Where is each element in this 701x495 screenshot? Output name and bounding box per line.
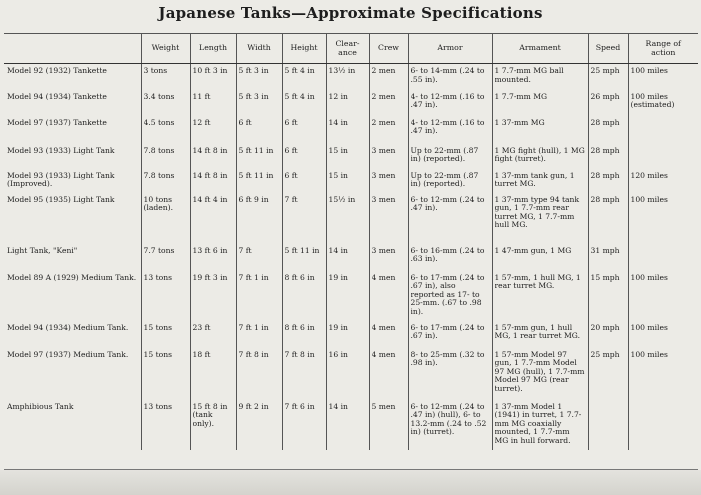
cell-text-height: 7 ft 6 in [284,402,315,411]
cell-height [282,144,326,169]
cell-text-range: 100 miles [630,67,668,75]
cell-text-width: 7 ft 1 in [238,323,269,332]
cell-armor [408,244,492,271]
column-header-10: Range of action [628,34,698,64]
cell-text-width: 6 ft 9 in [238,195,269,204]
cell-speed [588,271,628,321]
cell-clearance [326,271,369,321]
cell-text-armor: 4- to 12-mm (.16 to .47 in). [410,118,485,136]
cell-crew [369,144,408,169]
cell-text-weight: 7.8 tons [143,146,175,155]
cell-text-height: 8 ft 6 in [284,323,315,332]
cell-width [236,64,282,90]
cell-armor [408,348,492,400]
cell-speed [588,116,628,144]
cell-crew [369,116,408,144]
cell-text-armor: 8- to 25-mm (.32 to .98 in). [410,350,485,368]
cell-text-clearance: 15½ in [328,195,356,204]
cell-armor [408,271,492,321]
cell-text-model: Model 94 (1934) Medium Tank. [7,323,129,332]
cell-text-height: 6 ft [284,118,298,127]
cell-text-length: 14 ft 8 in [192,171,228,180]
cell-text-speed: 31 mph [590,246,620,255]
cell-text-clearance: 16 in [328,350,348,359]
cell-speed [588,169,628,193]
cell-height [282,64,326,90]
table-row [4,90,698,116]
cell-height [282,400,326,450]
cell-clearance [326,64,369,90]
column-header-6: Crew [369,34,408,64]
cell-range [628,400,698,450]
cell-range [628,244,698,271]
table-row [4,400,698,450]
cell-length [190,64,236,90]
cell-armament [492,116,588,144]
cell-text-armament: 1 37-mm MG [494,118,545,127]
cell-text-clearance: 12 in [328,92,348,101]
table-row [4,348,698,400]
cell-text-width: 7 ft 8 in [238,350,269,359]
cell-model [4,244,141,271]
cell-weight [141,271,190,321]
cell-crew [369,400,408,450]
cell-text-model: Model 93 (1933) Light Tank (Improved). [7,171,115,189]
cell-height [282,116,326,144]
cell-model [4,321,141,348]
column-header-8: Armament [492,34,588,64]
cell-text-model: Light Tank, "Keni" [7,246,78,255]
cell-length [190,169,236,193]
cell-armament [492,193,588,244]
cell-text-crew: 3 men [371,171,396,180]
cell-text-range: 100 miles [630,273,668,282]
cell-text-width: 6 ft [238,118,252,127]
cell-weight [141,64,190,90]
cell-text-weight: 15 tons [143,323,172,332]
cell-crew [369,271,408,321]
cell-clearance [326,116,369,144]
cell-text-armor: 6- to 17-mm (.24 to .67 in), also reported as 17- to 25-mm. (.67 to .98 in). [410,273,485,316]
cell-model [4,144,141,169]
cell-range [628,169,698,193]
cell-clearance [326,90,369,116]
cell-clearance [326,400,369,450]
cell-crew [369,244,408,271]
cell-width [236,169,282,193]
cell-text-model: Model 97 (1937) Tankette [7,118,107,127]
cell-clearance [326,244,369,271]
cell-armament [492,400,588,450]
cell-weight [141,348,190,400]
cell-model [4,400,141,450]
cell-text-length: 15 ft 8 in (tank only). [192,402,228,428]
cell-text-armor: 6- to 12-mm (.24 to .47 in). [410,195,485,213]
cell-text-length: 19 ft 3 in [192,273,228,282]
cell-range [628,348,698,400]
cell-text-armor: 6- to 14-mm (.24 to .55 in). [410,67,485,84]
cell-armor [408,90,492,116]
cell-range [628,116,698,144]
cell-text-crew: 4 men [371,350,396,359]
cell-speed [588,321,628,348]
column-header-5: Clear- ance [326,34,369,64]
cell-clearance [326,348,369,400]
cell-text-clearance: 14 in [328,246,348,255]
cell-text-width: 5 ft 11 in [238,171,274,180]
cell-height [282,348,326,400]
cell-text-height: 7 ft [284,195,298,204]
cell-range [628,64,698,90]
column-header-2: Length [190,34,236,64]
table-row [4,116,698,144]
cell-text-crew: 2 men [371,118,396,127]
cell-clearance [326,321,369,348]
cell-text-armament: 1 MG fight (hull), 1 MG fight (turret). [494,146,585,164]
cell-text-clearance: 14 in [328,402,348,411]
cell-model [4,193,141,244]
cell-text-armament: 1 7.7-mm MG ball mounted. [494,67,564,84]
cell-text-model: Model 95 (1935) Light Tank [7,195,115,204]
cell-text-clearance: 15 in [328,171,348,180]
cell-armament [492,271,588,321]
cell-text-weight: 13 tons [143,402,172,411]
cell-speed [588,193,628,244]
cell-speed [588,64,628,90]
cell-text-height: 5 ft 4 in [284,92,315,101]
cell-text-length: 23 ft [192,323,211,332]
cell-crew [369,193,408,244]
cell-model [4,64,141,90]
cell-text-range: 100 miles [630,350,668,359]
cell-text-crew: 5 men [371,402,396,411]
cell-text-armament: 1 57-mm gun, 1 hull MG, 1 rear turret MG. [494,323,580,341]
cell-text-clearance: 14 in [328,118,348,127]
cell-text-length: 14 ft 8 in [192,146,228,155]
cell-armament [492,90,588,116]
cell-text-height: 5 ft 4 in [284,67,315,75]
cell-weight [141,169,190,193]
cell-text-width: 9 ft 2 in [238,402,269,411]
cell-text-width: 7 ft [238,246,252,255]
cell-length [190,90,236,116]
cell-text-model: Model 94 (1934) Tankette [7,92,107,101]
cell-crew [369,321,408,348]
cell-height [282,271,326,321]
cell-text-length: 10 ft 3 in [192,67,228,75]
cell-width [236,116,282,144]
cell-model [4,348,141,400]
cell-text-armament: 1 57-mm, 1 hull MG, 1 rear turret MG. [494,273,581,291]
column-header-9: Speed [588,34,628,64]
table-row [4,64,698,90]
cell-text-weight: 3.4 tons [143,92,175,101]
cell-armament [492,144,588,169]
cell-armor [408,116,492,144]
cell-text-speed: 25 mph [590,67,620,75]
table-row [4,169,698,193]
cell-weight [141,90,190,116]
cell-armament [492,169,588,193]
cell-text-width: 7 ft 1 in [238,273,269,282]
cell-text-crew: 3 men [371,246,396,255]
page-edge [0,470,701,495]
cell-range [628,321,698,348]
cell-text-speed: 28 mph [590,118,620,127]
cell-length [190,144,236,169]
table-row [4,244,698,271]
cell-text-armament: 1 37-mm tank gun, 1 turret MG. [494,171,575,189]
cell-text-weight: 7.8 tons [143,171,175,180]
cell-width [236,271,282,321]
cell-range [628,193,698,244]
cell-text-range: 120 miles [630,171,668,180]
cell-weight [141,116,190,144]
cell-text-weight: 3 tons [143,67,168,75]
cell-crew [369,64,408,90]
cell-text-length: 11 ft [192,92,211,101]
cell-text-speed: 28 mph [590,195,620,204]
cell-height [282,244,326,271]
column-header-1: Weight [141,34,190,64]
cell-length [190,116,236,144]
cell-speed [588,400,628,450]
cell-weight [141,144,190,169]
cell-text-clearance: 19 in [328,273,348,282]
cell-text-armament: 1 57-mm Model 97 gun, 1 7.7-mm Model 97 MG (hull), 1 7.7-mm Model 97 MG (rear turret). [494,350,585,393]
cell-text-clearance: 15 in [328,146,348,155]
cell-text-weight: 10 tons (laden). [143,195,174,213]
cell-text-clearance: 13½ in [328,67,356,75]
cell-armor [408,169,492,193]
cell-text-crew: 4 men [371,323,396,332]
cell-width [236,144,282,169]
table-row [4,193,698,244]
cell-text-height: 6 ft [284,146,298,155]
column-header-4: Height [282,34,326,64]
cell-text-width: 5 ft 3 in [238,92,269,101]
cell-text-crew: 3 men [371,195,396,204]
cell-weight [141,193,190,244]
cell-model [4,169,141,193]
cell-text-armament: 1 7.7-mm MG [494,92,548,101]
cell-length [190,321,236,348]
cell-range [628,144,698,169]
cell-width [236,193,282,244]
cell-text-model: Model 92 (1932) Tankette [7,67,107,75]
cell-length [190,244,236,271]
cell-text-armament: 1 37-mm Model 1 (1941) in turret, 1 7.7-mm MG coaxially mounted, 1 7.7-mm MG in hull forward. [494,402,582,445]
cell-text-speed: 28 mph [590,171,620,180]
cell-text-crew: 2 men [371,92,396,101]
cell-armor [408,321,492,348]
cell-clearance [326,144,369,169]
cell-text-clearance: 19 in [328,323,348,332]
cell-armament [492,64,588,90]
cell-speed [588,244,628,271]
cell-text-armament: 1 47-mm gun, 1 MG [494,246,572,255]
cell-text-range: 100 miles (estimated) [630,92,675,110]
cell-text-armor: 4- to 12-mm (.16 to .47 in). [410,92,485,110]
cell-model [4,116,141,144]
cell-range [628,271,698,321]
cell-height [282,169,326,193]
cell-clearance [326,193,369,244]
cell-text-speed: 15 mph [590,273,620,282]
cell-width [236,90,282,116]
cell-text-width: 5 ft 11 in [238,146,274,155]
cell-text-model: Model 89 A (1929) Medium Tank. [7,273,137,282]
cell-text-weight: 15 tons [143,350,172,359]
cell-text-height: 8 ft 6 in [284,273,315,282]
cell-text-range: 100 miles [630,195,668,204]
cell-armor [408,144,492,169]
cell-width [236,400,282,450]
cell-text-speed: 26 mph [590,92,620,101]
cell-text-length: 14 ft 4 in [192,195,228,204]
table-row [4,271,698,321]
cell-text-armor: 6- to 12-mm (.24 to .47 in) (hull), 6- to 13.2-mm (.24 to .52 in) (turret). [410,402,487,437]
specifications-table [4,33,698,450]
cell-armament [492,244,588,271]
cell-length [190,193,236,244]
cell-text-model: Amphibious Tank [7,402,74,411]
cell-armament [492,348,588,400]
cell-length [190,400,236,450]
cell-height [282,90,326,116]
cell-length [190,348,236,400]
cell-text-height: 6 ft [284,171,298,180]
cell-text-length: 12 ft [192,118,211,127]
cell-text-armament: 1 37-mm type 94 tank gun, 1 7.7-mm rear turret MG, 1 7.7-mm hull MG. [494,195,580,230]
cell-width [236,244,282,271]
cell-crew [369,348,408,400]
cell-crew [369,90,408,116]
cell-text-weight: 4.5 tons [143,118,175,127]
column-header-0 [4,34,141,64]
cell-height [282,321,326,348]
header-row [4,34,698,64]
cell-range [628,90,698,116]
table-body [4,64,698,450]
cell-text-armor: 6- to 17-mm (.24 to .67 in). [410,323,485,341]
cell-armor [408,64,492,90]
cell-width [236,348,282,400]
cell-text-width: 5 ft 3 in [238,67,269,75]
cell-text-armor: Up to 22-mm (.87 in) (reported). [410,146,479,164]
cell-text-length: 18 ft [192,350,211,359]
cell-armor [408,193,492,244]
page-title: Japanese Tanks—Approximate Specifications [158,4,543,22]
column-header-3: Width [236,34,282,64]
cell-text-crew: 4 men [371,273,396,282]
cell-weight [141,244,190,271]
table-row [4,144,698,169]
cell-clearance [326,169,369,193]
cell-model [4,271,141,321]
cell-text-model: Model 97 (1937) Medium Tank. [7,350,129,359]
cell-text-crew: 3 men [371,146,396,155]
cell-text-speed: 28 mph [590,146,620,155]
cell-weight [141,400,190,450]
cell-length [190,271,236,321]
cell-text-speed: 20 mph [590,323,620,332]
cell-text-height: 7 ft 8 in [284,350,315,359]
cell-text-range: 100 miles [630,323,668,332]
cell-text-height: 5 ft 11 in [284,246,320,255]
cell-text-armor: 6- to 16-mm (.24 to .63 in). [410,246,485,264]
cell-text-crew: 2 men [371,67,396,75]
cell-text-weight: 13 tons [143,273,172,282]
cell-speed [588,144,628,169]
cell-speed [588,90,628,116]
cell-model [4,90,141,116]
cell-text-armor: Up to 22-mm (.87 in) (reported). [410,171,479,189]
cell-width [236,321,282,348]
cell-text-speed: 25 mph [590,350,620,359]
column-header-7: Armor [408,34,492,64]
cell-armor [408,400,492,450]
cell-weight [141,321,190,348]
table-row [4,321,698,348]
cell-text-weight: 7.7 tons [143,246,175,255]
cell-armament [492,321,588,348]
cell-text-length: 13 ft 6 in [192,246,228,255]
cell-crew [369,169,408,193]
cell-height [282,193,326,244]
cell-speed [588,348,628,400]
cell-text-model: Model 93 (1933) Light Tank [7,146,115,155]
